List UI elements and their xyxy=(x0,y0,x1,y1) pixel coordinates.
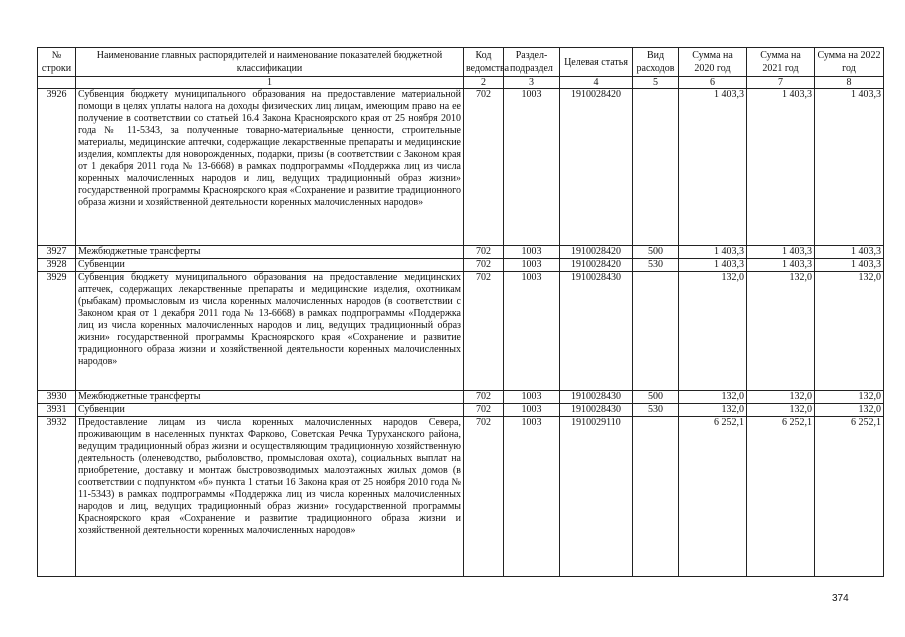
section-code: 1003 xyxy=(504,391,560,404)
section-code: 1003 xyxy=(504,246,560,259)
table-row xyxy=(38,272,884,391)
row-name: Субвенции xyxy=(76,259,464,272)
table-row xyxy=(38,391,884,404)
expense-type: 530 xyxy=(633,404,679,417)
section-code: 1003 xyxy=(504,404,560,417)
dept-code: 702 xyxy=(464,89,504,246)
expense-type xyxy=(633,272,679,391)
header-cell: Раздел-подраздел xyxy=(504,48,560,77)
dept-code: 702 xyxy=(464,259,504,272)
expense-type: 500 xyxy=(633,246,679,259)
expense-type xyxy=(633,89,679,246)
sum-2020: 1 403,3 xyxy=(679,89,747,246)
header-row xyxy=(38,48,884,77)
column-number: 7 xyxy=(747,77,815,89)
row-name: Субвенции xyxy=(76,404,464,417)
column-number: 8 xyxy=(815,77,884,89)
column-number: 5 xyxy=(633,77,679,89)
header-cell: Сумма на 2021 год xyxy=(747,48,815,77)
sum-2022: 132,0 xyxy=(815,391,884,404)
row-number: 3928 xyxy=(38,259,76,272)
sum-2021: 132,0 xyxy=(747,391,815,404)
sum-2020: 1 403,3 xyxy=(679,246,747,259)
header-cell: № строки xyxy=(38,48,76,77)
sum-2022: 132,0 xyxy=(815,272,884,391)
sum-2021: 6 252,1 xyxy=(747,417,815,577)
sum-2020: 1 403,3 xyxy=(679,259,747,272)
sum-2020: 132,0 xyxy=(679,272,747,391)
budget-table xyxy=(37,47,884,577)
sum-2020: 132,0 xyxy=(679,404,747,417)
row-number: 3932 xyxy=(38,417,76,577)
header-cell: Вид расходов xyxy=(633,48,679,77)
sum-2021: 132,0 xyxy=(747,272,815,391)
row-number: 3929 xyxy=(38,272,76,391)
header-cell: Код ведомства xyxy=(464,48,504,77)
dept-code: 702 xyxy=(464,272,504,391)
sum-2022: 1 403,3 xyxy=(815,259,884,272)
sum-2021: 1 403,3 xyxy=(747,259,815,272)
section-code: 1003 xyxy=(504,89,560,246)
table-row xyxy=(38,246,884,259)
row-name: Предоставление лицам из числа коренных малочисленных народов Севера, проживающим в населенных пунктах Фарково, Советская Речка Туруханского района, ведущим традиционный образ жизни и осуществляющим традиционную хозяйственную деятельность (оленеводство, рыболовство, промысловая охота), социальных выплат на приобретение, доставку и монтаж быстровозводимых малоэтажных жилых домов (в соответствии с подпунктом «б» пункта 1 статьи 16 Закона края от 25 ноября 2010 года № 11-5343) в рамках подпрограммы «Поддержка лиц из числа коренных малочисленных народов и лиц, ведущих традиционный образ жизни» государственной программы Красноярского края «Сохранение и развитие традиционного образа жизни и хозяйственной деятельности коренных малочисленных народов» xyxy=(76,417,464,577)
target-code: 1910028430 xyxy=(560,404,633,417)
row-number: 3927 xyxy=(38,246,76,259)
header-cell: Целевая статья xyxy=(560,48,633,77)
target-code: 1910028430 xyxy=(560,391,633,404)
column-number xyxy=(38,77,76,89)
target-code: 1910028420 xyxy=(560,89,633,246)
dept-code: 702 xyxy=(464,246,504,259)
row-name: Межбюджетные трансферты xyxy=(76,246,464,259)
row-number: 3930 xyxy=(38,391,76,404)
dept-code: 702 xyxy=(464,391,504,404)
sum-2020: 6 252,1 xyxy=(679,417,747,577)
section-code: 1003 xyxy=(504,272,560,391)
row-name: Субвенция бюджету муниципального образования на предоставление материальной помощи в целях уплаты налога на доходы физических лиц лицам, имеющим право на ее получение в соответствии со статьей 16.4 Закона Красноярского края от 25 ноября 2010 года № 11-5343, за полученные товарно-материальные ценности, строительные материалы, медицинские аптечки, содержащие лекарственные препараты и медицинские изделия, комплекты для новорожденных, подарки, призы (в соответствии с Законом края от 1 декабря 2011 года № 13-6668) в рамках подпрограммы «Поддержка лиц из числа коренных малочисленных народов и лиц, ведущих традиционный образ жизни» государственной программы Красноярского края «Сохранение и развитие традиционного образа жизни и хозяйственной деятельности коренных малочисленных народов» xyxy=(76,89,464,246)
target-code: 1910028430 xyxy=(560,272,633,391)
row-number: 3931 xyxy=(38,404,76,417)
column-number-row xyxy=(38,77,884,89)
table-row xyxy=(38,259,884,272)
sum-2020: 132,0 xyxy=(679,391,747,404)
row-name: Межбюджетные трансферты xyxy=(76,391,464,404)
sum-2021: 1 403,3 xyxy=(747,246,815,259)
sum-2022: 132,0 xyxy=(815,404,884,417)
table-row xyxy=(38,404,884,417)
section-code: 1003 xyxy=(504,259,560,272)
sum-2022: 1 403,3 xyxy=(815,89,884,246)
target-code: 1910028420 xyxy=(560,259,633,272)
page-number: 374 xyxy=(832,593,849,604)
column-number: 6 xyxy=(679,77,747,89)
header-cell: Сумма на 2020 год xyxy=(679,48,747,77)
sum-2021: 132,0 xyxy=(747,404,815,417)
target-code: 1910028420 xyxy=(560,246,633,259)
row-name: Субвенция бюджету муниципального образования на предоставление медицинских аптечек, содержащих лекарственные препараты и медицинские изделия, охотникам (рыбакам) промысловым из числа коренных малочисленных народов (в соответствии с Законом края от 1 декабря 2011 года № 13-6668) в рамках подпрограммы «Поддержка лиц из числа коренных малочисленных народов и лиц, ведущих традиционный образ жизни» государственной программы Красноярского края «Сохранение и развитие традиционного образа жизни и хозяйственной деятельности коренных малочисленных народов» xyxy=(76,272,464,391)
sum-2022: 1 403,3 xyxy=(815,246,884,259)
table-row xyxy=(38,417,884,577)
table-row xyxy=(38,89,884,246)
expense-type: 500 xyxy=(633,391,679,404)
row-number: 3926 xyxy=(38,89,76,246)
header-cell: Сумма на 2022 год xyxy=(815,48,884,77)
target-code: 1910029110 xyxy=(560,417,633,577)
header-cell: Наименование главных распорядителей и наименование показателей бюджетной классификации xyxy=(76,48,464,77)
section-code: 1003 xyxy=(504,417,560,577)
column-number: 2 xyxy=(464,77,504,89)
expense-type xyxy=(633,417,679,577)
expense-type: 530 xyxy=(633,259,679,272)
dept-code: 702 xyxy=(464,417,504,577)
sum-2021: 1 403,3 xyxy=(747,89,815,246)
column-number: 3 xyxy=(504,77,560,89)
column-number: 1 xyxy=(76,77,464,89)
dept-code: 702 xyxy=(464,404,504,417)
sum-2022: 6 252,1 xyxy=(815,417,884,577)
column-number: 4 xyxy=(560,77,633,89)
